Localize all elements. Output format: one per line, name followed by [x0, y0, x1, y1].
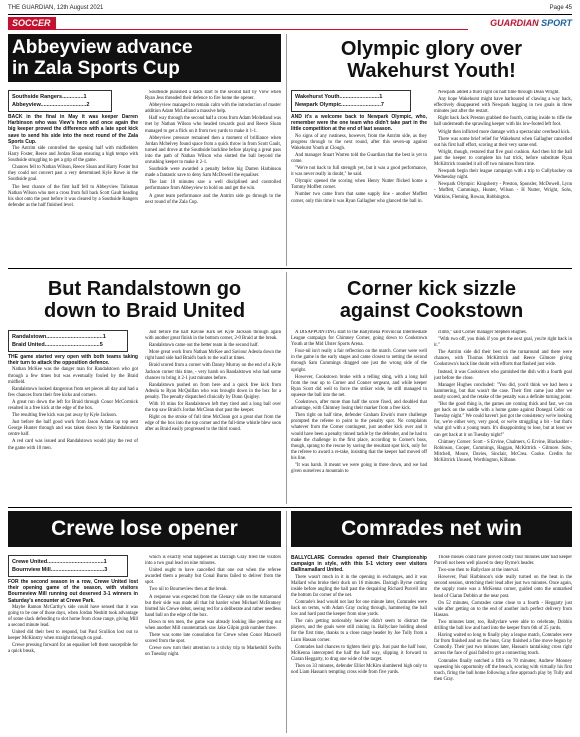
- column-2: Newpark added a third right on half time through Dean Wright. Any hope Wakehurst might have harboured of clawing a way back, effectively disappeared with Newpark bagging in two goals in three minutes just after the restart. Right back Jack Preston grabbed the fourth, cutting inside to rifle the ball underneath the sprawling keeper with his low-footed left foot. Wright then inflicted more damage with a spectacular overhead kick. There was some brief relief for Wakehurst when Gallagher cancelled out his first half effort, scoring at their very same end. Wright, though, restored that five goal cushion. And then hit the ball past the keeper to complete his hat trick, before substitute Ryan McKittrick rounded it all off two minutes from time. Newpark begin their league campaign with a trip to Cullybackey on Wednesday night. Newpark Olympic: Kingsberry - Preston, Sponsler, McDowell, Lynn - Moffett, Cummings, Hunter, Wilson - H Nutter, Wright, Sohs, Watkins, Fleming, Rowan, Robbington.: [434, 90, 572, 200]
- headline-randalstown: But Randalstown go down to Braid United: [43, 278, 246, 322]
- header-rule: [8, 14, 572, 15]
- headline-olympic: Olympic glory over Wakehurst Youth!: [340, 38, 523, 82]
- column-divider: [286, 34, 287, 266]
- headline-corner: Corner kick sizzle against Cookstown: [339, 278, 524, 322]
- article-olympic: [291, 34, 572, 266]
- article-crewe: [8, 511, 281, 733]
- article-corner: [291, 272, 572, 504]
- column-1: BALLYCLARE Comrades opened their Championship campaign in style, with this 5-1 victory over visitors Ballinamallard United. There wasn't much in it in the opening in exchanges, and it was Mallard who broke their duck on 16 minutes. Darragh Byrne cutting inside before angling the ball past the despairing Richard Purcell into the bottom far corner of the net. Comrade's lead would not last for one minute later, Comrades were back on terms, with Adam Gray racing through, hammering the ball low and hard past the keeper from nine yards. The rain getting noticeably heavier didn't seem to distract the players, and the goals were still raining in. Ballyclare holding ahead for the first time, thanks to a close range header by Joe Tully from a Liam Hassan corner. Comrades had chances to tighten their grip. Just past the half hour, McKenna intercepted the half the half way, slipping it forward to Ciaran Heggarty, to drag one wide of the target. Then on 33 minutes, defender Elliot McKim slumbered high only to nod Liam Hassan's tempting cross wide from five yards.: [291, 555, 427, 676]
- brand-logo: GUARDIAN SPORT: [490, 18, 572, 28]
- headline-crewe: Crewe lose opener: [8, 511, 281, 547]
- column-1: AND it's a welcome back to Newpark Olympic, who, remember were the one team who didn't take part in the little competition at the end of last season. No signs of any rustiness, however, from the Antrim side, as they progress through to the next round, after this seven-up against Wakehurst Youth at Clough. And manager Stuart Warren told the Guardian that the best is yet to come. "We're not back to full strength yet, but it was a good performance, it was never really in doubt," he said. Olympic opened the scoring when Henry Nutter flicked home a Tommy Moffett corner. Number two came from that same supply line - another Moffett corner, only this time it was Ryan Gallagher who glanced the ball in.: [291, 114, 427, 204]
- page-number: Page 45: [549, 5, 572, 11]
- headline-comrades: Comrades net win: [291, 511, 572, 547]
- column-1: THE game started very open with both teams taking their turn to attack the opposition defence. Nathan McKee was the danger man for Randalstown who got through a few times but was eventually fouled by the Braid midfield. Randalstown looked dangerous from set pieces all day and had a few chances from their free kicks and corners. A great run down the left for Braid through Conor McCormick resulted in a free kick at the edge of the box. The resulting free kick was put away by Kyle Jackson. Just before the half good work from Jason Adams up top sent George Hunter through and was taken down by the Randalstown centre half. A red card was issued and Randalstown would play the rest of the game with 10 men.: [8, 354, 138, 451]
- section-rule: [56, 29, 468, 30]
- column-2: Just before the half Ravine Kirk set Kyle Jackson through again with another great finish in the bottom corner, 2-0 Braid at the break. Randalstown came out the better team in the second half. More great work from Nathan McKee and Saviour Adeola down the right hand side had Braid's back to the wall at times. Braid scored from a corner with Danny Murray on the end of a Kyle Jackson corner this time, - very harsh on Randalstown who had some chances to bring it 2-1 just minutes before. Randalstown pushed on from here and a quick free kick from Adeola to Ryan McQuillan who was brought down in the box for a penalty. The penalty dispatched clinically by Dunn Quigley. With 10 mins for Randalstown left they tired and a long ball over the top saw Braid's Jordan McClean shot past the keeper. Right on the stroke of full time McClean got a great shot from the edge of the box into the top corner and the full-time whistle blew soon after as Braid easily progressed to the third round.: [145, 330, 281, 433]
- scorebox: Crewe United.....................................1 Bournview Mill...................................3: [8, 555, 128, 577]
- column-1: FOR the second season in a row, Crewe United lost their opening game of the season, with visitors Bourneview Mill running out deserved 3-1 winners in Saturday's encounter at Crewe Park. Maybe Ramon McCarthy's side could have sensed that it was going to be one of those days, when Jordan Nesbitt took advantage of some slack defending to slot home from close range, giving Mill a second minute lead. United did their best to respond, but Paul Scullion lost out to keeper McKinstry when straight through on goal. Crewe pressing forward for an equaliser left them susceptible for a quick break,: [8, 579, 138, 655]
- article-comrades: [291, 511, 572, 733]
- scorebox: Randalstown.....................................1 Braid United....................................5: [8, 330, 128, 352]
- column-divider: [286, 272, 287, 504]
- section-label: SOCCER: [8, 17, 56, 30]
- column-2: Southside punished a slack start to the second half by View when Ryan Jess threaded their defence to fire home the opener. Abbeyview managed to remain calm with the introduction of master addition Adam McLelland a massive help. Half way through the second half a cross from Adam Mcdelland was met by Nathan Wilson who headed towards goal and Reece Sloan managed to get a flick on it from two yards to make it 1-1. Abbeyview pressure remained then a moment of brilliance when Jordan Mcbelvey found space from a quick throw in from Scott Gault, turned and drove at the Southside backline before playing a great pass into the path of Nathan Wilson who slotted the ball beyond the onrushing keeper to make it 2-1. Southside were awarded a penalty before big Darren Harbinson made a fantastic save to deny Sam McDowell the equaliser. The last 10 minutes saw a well disciplined and controlled performance from Abbeyview to hold on and get the win. A great team performance and the Antrim side go through to the next round of the Zala Cup.: [145, 90, 281, 205]
- scorebox: Southside Rangers..............1 Abbeyview..............................2: [8, 90, 112, 112]
- column-divider: [286, 511, 287, 733]
- column-2: which is exactly what happened as Darragh Gray fired the visitors into a two goal lead on nine minutes. United ought to have cancelled that one out when the referee awarded them a penalty but Conal Burns failed to deliver from the spot. Two nil to Bourneview then at the break. A response was expected from the Glenavy side on the turnaround but their side was made all that bit harder when Michael McBratney blotted his Crewe debut, seeing red for a deliberate and rather needless hand ball on the edge of the box. Down to ten men, the game was already looking like petering out when another Mill counterattack saw Jake Gilpin grab number three. There was some late consolation for Crewe when Conor Maxwell scored from the spot. Crewe now turn their attention to a tricky trip to Markethill Swifts on Tuesday night.: [145, 555, 281, 658]
- row-divider: [8, 507, 572, 508]
- article-abbeyview: [8, 34, 281, 266]
- article-randalstown: [8, 272, 281, 504]
- column-2: climb," said Corner manager Stephen Hughes. "With two off, you think if you get the next goal, you're right back in it." The Antrim side did their best on the turnaround and there were chances, with Thomas McKittrick and Reece Gilmore giving Cookstown's back line doubt with efforts that flashed just wide. Instead, it was Cookstown who garnished the dish with a fourth goal just before the close. Manager Hughes concluded: "You did, you'd think we had been a hammering, but that wasn't the case. Their first came just after we nearly scored, and the retake of the penalty was a definite turning point. "But the good thing is, the games are coming thick and fast, we can get back on the saddle with a home game against Donegal Celtic on Tuesday night." We could haven't just got the consistency we're looking for, we're either very, very good, or we're struggling a bit - but that's what girl with a young team. It's disappointing to lose, but at least we can get back at it on Tuesday night!" Chimney Corner: Scott - S Ervine, Chalmers, G Ervine, Blackadder - Robinson, Cooper, Cummings, Haggan, McKittrick - Gilmore. Subs, Mitchell, Moore, Davies, Sinclair, McCrea. Cooke. Credits for McKittrick Unused, Worthington, Kilbane.: [434, 330, 572, 463]
- scorebox: Wakehurst Youth..........................1 Newpark Olympic..........................7: [291, 90, 411, 112]
- column-1: BACK in the final in May it was keeper Darren Harbinson who was View's hero and once again the big keeper proved the difference with a late spot kick save to send his side into the next round of the Zala Sports Cup. The Antrim side controlled the opening half with midfielders Harry Foster, Reece and Jordan Sloan ensuring a high tempo with Southside struggling to get a grip of the game. Chances fell to Nathan Wilson, Reece Sloan and Harry Foster but they could not convert past a very determined Kyle Rowe in the Southside goal. The best chance of the first half fell to Abbeyview Talisman Nathan Wilson who met a cross from full back Scott Gault heading his shot onto the post before it was cleared by a Southside Rangers defender as the half finished level.: [8, 114, 138, 208]
- page-header: [8, 2, 572, 14]
- column-1: A DISAPPOINTING start to the Ballymena Provincial Intermediate League campaign for Chimney Corner, going down to Cookstown Youth at the Mid Ulster Sports Arena. Four-nil isn't really a fair reflection on the match. Corner were well in the game in the early stages and came closest to netting the second through Sam Cummings dragged one just the wrong side of the upright. However, Cookstown broke with a telling sting, with a long ball from the rear up to Corner and Conner sergeant, and while keeper Ryan Scott did well to force the striker wide, he still managed to squeeze the ball into the net. Cookstown, after more than half the score fixed, and doubled that advantage, with Chimney losing their marker from a free kick. Then right on half time, defender Graham Erwin's more challenge prompted the referee to point to the penalty spot. No complaints whatever from the Corner contingent, just another kick over and it would have been a penalty tinned tackle by the defender, and he had to make the challenge in the first place, according to Corner's boss, though, sprang to the rescue by saving the resultant spot kick, only for the referee to award a re-take, insisting that the keeper had moved off his line. "It was harsh. It meant we were going in three down, and we had given ourselves a mountain to: [291, 330, 427, 475]
- row-divider: [8, 268, 572, 269]
- column-2: Those misses could have proved costly four minutes later had keeper Purcell not been well placed to deny Byrne's header. Two-one then to Ballyclare at the interval. However, Paul Harbinson's side really turned on the heat in the second session, stretching their lead after just two minutes. Once again, the supply route was a McKenna corner, guided onto the unmarked head of Ciaran Dobbin at the near post. On 52 minutes, Comrades came close to a fourth - Heggarty just wide after getting on to the end of another inch perfect delivery from Hassan. Two minutes later, too, Ballyclare were able to celebrate, Dobbin drilling the ball low and hard into the keeper from 6th of 25 yards. Having waited so long to finally play a league match, Comrades were far from finished and on the hour, Gray finished a fine move begun by Connolly. Their just two minutes later, Hassan's tantalising cross right across the face of goal failed to get a connecting touch. Comrades finally notched a fifth on 70 minutes; Andrew Mooney squeezing his opportunity off the breach, scoring with virtually his first touch, firing the ball home following a fine approach play by Tully and then Gray.: [434, 555, 572, 682]
- headline-abbeyview: Abbeyview advance in Zala Sports Cup: [8, 34, 281, 82]
- paper-date: THE GUARDIAN, 12th August 2021: [8, 5, 104, 11]
